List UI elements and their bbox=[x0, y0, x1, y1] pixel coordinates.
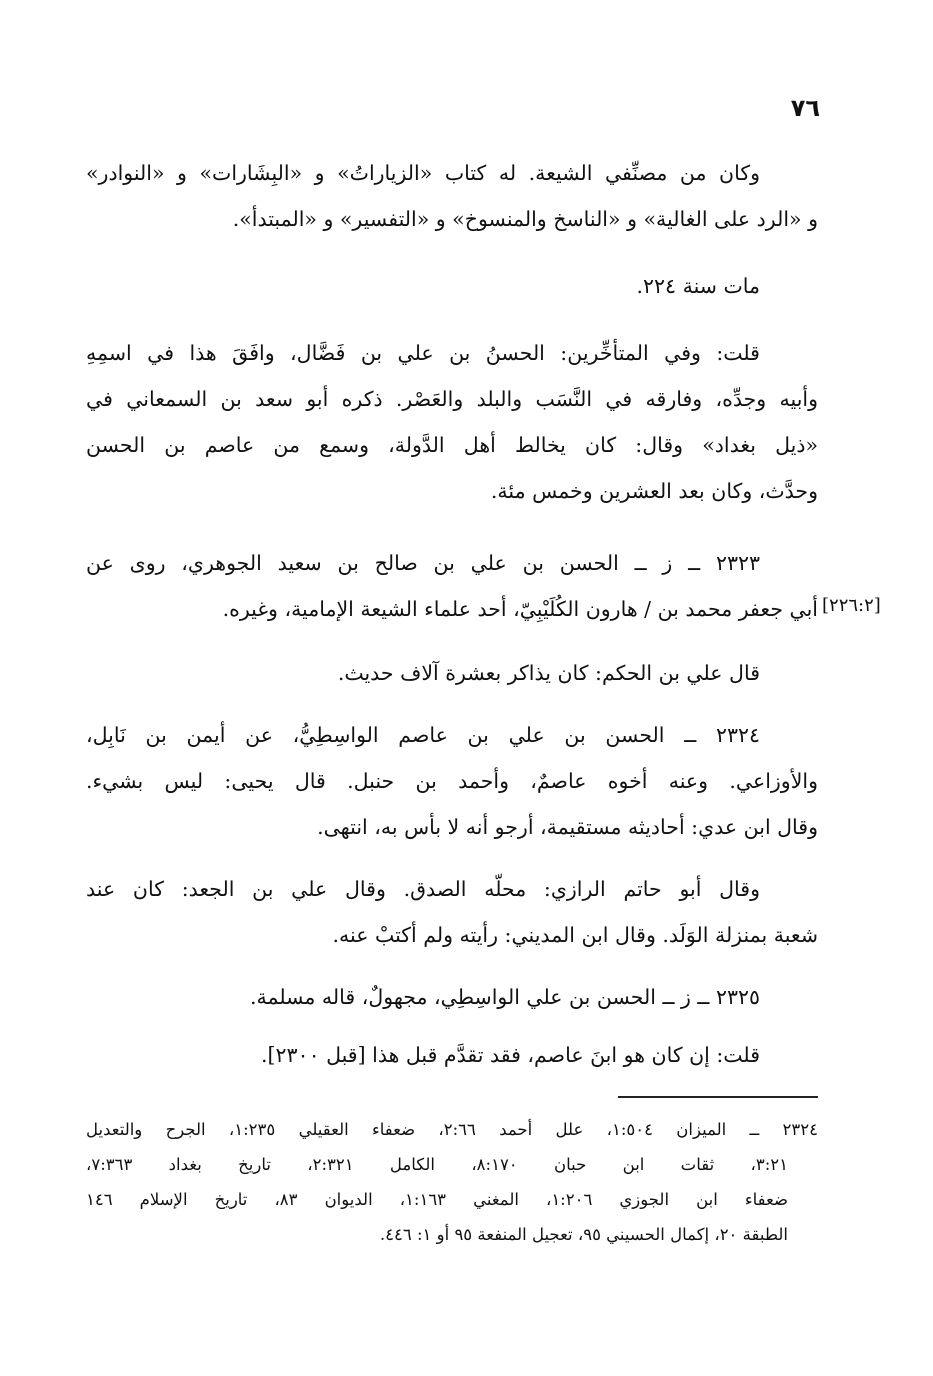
footnote bbox=[86, 1112, 818, 1252]
text-line: وكان من مصنِّفي الشيعة. له كتاب «الزياراتُ» و «البِشَارات» و «النوادر» bbox=[86, 161, 760, 185]
footnote-line: ٢٣٢٤ ــ الميزان ١:٥٠٤، علل أحمد ٢:٦٦، ضعفاء العقيلي ١:٢٣٥، الجرح والتعديل bbox=[86, 1120, 818, 1139]
text-line: «ذيل بغداد» وقال: كان يخالط أهل الدَّولة، وسمع من عاصم بن الحسن bbox=[86, 433, 818, 457]
paragraph-9 bbox=[86, 1032, 818, 1078]
footnote-line: الطبقة ٢٠، إكمال الحسيني ٩٥، تعجيل المنفعة ٩٥ أو ١: ٤٤٦. bbox=[379, 1225, 788, 1244]
page-number: ٧٦ bbox=[790, 94, 820, 122]
entry-heading-line: ٢٣٢٥ ــ ز ــ الحسن بن علي الواسِطِي، مجهولٌ، قاله مسلمة. bbox=[249, 985, 760, 1009]
text-line: والأوزاعي. وعنه أخوه عاصمٌ، وأحمد بن حنبل. قال يحيى: ليس بشيء. bbox=[86, 769, 818, 793]
paragraph-2 bbox=[86, 263, 818, 309]
text-line: وحدَّث، وكان بعد العشرين وخمس مئة. bbox=[490, 479, 818, 503]
entry-heading-line: ٢٣٢٤ ــ الحسن بن علي بن عاصم الواسِطِيُّ، عن أيمن بن نَابِل، bbox=[86, 723, 760, 747]
text-line: قلت: وفي المتأخِّرين: الحسنُ بن علي بن فَضَّال، وافَقَ هذا في اسمِهِ bbox=[86, 341, 760, 365]
paragraph-3 bbox=[86, 330, 818, 514]
text-line: وقال أبو حاتم الرازي: محلّه الصدق. وقال علي بن الجعد: كان عند bbox=[86, 877, 760, 901]
text-line: وأبيه وجدِّه، وفارقه في النَّسَب والبلد والعَصْر. ذكره أبو سعد بن السمعاني في bbox=[86, 387, 818, 411]
text-line: قال علي بن الحكم: كان يذاكر بعشرة آلاف حديث. bbox=[337, 661, 760, 685]
paragraph-7 bbox=[86, 866, 818, 958]
text-line: قلت: إن كان هو ابنَ عاصم، فقد تقدَّم قبل هذا [قبل ٢٣٠٠]. bbox=[261, 1043, 760, 1067]
footnote-line: ٣:٢١، ثقات ابن حبان ٨:١٧٠، الكامل ٢:٣٢١، تاريخ بغداد ٧:٣٦٣، bbox=[86, 1155, 788, 1174]
entry-heading-line: ٢٣٢٣ ــ ز ــ الحسن بن علي بن صالح بن سعيد الجوهري، روى عن bbox=[86, 551, 760, 575]
paragraph-1 bbox=[86, 150, 818, 242]
text-line: شعبة بمنزلة الوَلَد. وقال ابن المديني: رأيته ولم أكتبْ عنه. bbox=[332, 923, 818, 947]
footnote-divider bbox=[618, 1096, 818, 1098]
footnote-line: ضعفاء ابن الجوزي ١:٢٠٦، المغني ١:١٦٣، الديوان ٨٣، تاريخ الإسلام ١٤٦ bbox=[86, 1190, 788, 1209]
text-line: وقال ابن عدي: أحاديثه مستقيمة، أرجو أنه لا بأس به، انتهى. bbox=[317, 815, 818, 839]
text-line: أبي جعفر محمد بن / هارون الكُلَيْبِيّ، أحد علماء الشيعة الإمامية، وغيره. bbox=[222, 597, 818, 621]
paragraph-5 bbox=[86, 650, 818, 696]
text-line: و «الرد على الغالية» و «الناسخ والمنسوخ» و «التفسير» و «المبتدأ». bbox=[232, 207, 818, 231]
entry-2323 bbox=[86, 540, 818, 632]
volume-page-marker: [٢٢٦:٢] bbox=[822, 595, 881, 616]
entry-2325 bbox=[86, 974, 818, 1020]
text-line: مات سنة ٢٢٤. bbox=[636, 274, 760, 298]
entry-2324 bbox=[86, 712, 818, 850]
